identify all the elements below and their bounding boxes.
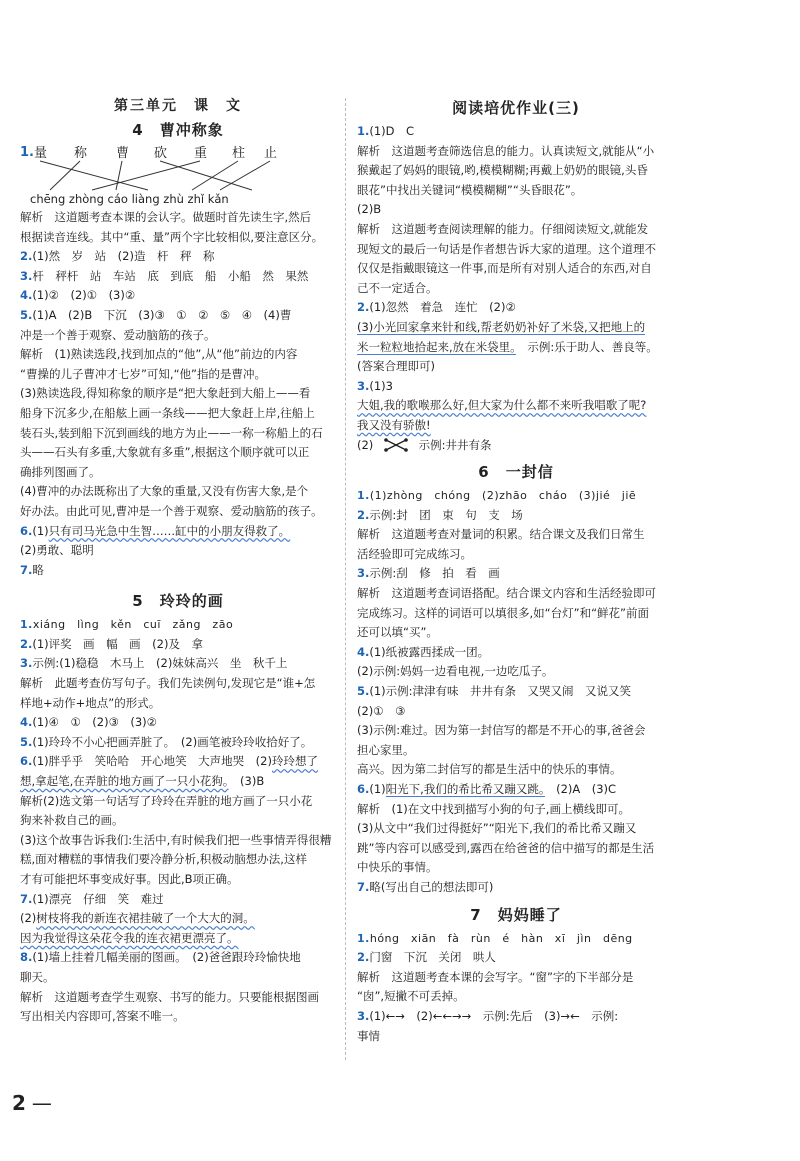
l5-analysis-6-5: 才有可能把坏事变成好事。因此,B项正确。 <box>20 872 239 886</box>
match-char-1: 称 <box>74 146 88 161</box>
unit-title: 第三单元 课 文 <box>114 98 242 114</box>
l5-answer-7c: 因为我觉得这朵花令我的连衣裙更漂亮了。 <box>20 930 239 945</box>
left-column <box>20 95 336 1027</box>
analysis-5-6: 头——石头有多重,大象就有多重”,根据这个顺序就可以正 <box>20 445 310 460</box>
lesson6-title: 6 一封信 <box>478 463 554 482</box>
l6-answer-5c: (3)示例:难过。因为第一封信写的都是不开心的事,爸爸会 <box>357 723 646 738</box>
l6-analysis-6-2: (3)从文中“我们过得挺好”“阳光下,我们的希比希又蹦又 <box>357 821 637 836</box>
l6-analysis-3-2: 完成练习。这样的词语可以填很多,如“台灯”和“鲜花”前面 <box>357 605 649 620</box>
l6-analysis-2-1: 解析 这道题考查对量词的积累。结合课文及我们日常生 <box>357 527 645 542</box>
r-analysis-1-2: 猴戴起了妈妈的眼镜,哟,模模糊糊;再戴上奶奶的眼镜,头昏 <box>357 163 648 178</box>
l6-answer-7: 7.略(写出自己的想法即可) <box>357 879 494 894</box>
answer-4: 4.(1)② (2)① (3)② <box>20 288 136 303</box>
analysis-1b: 根据读音连线。其中“重、量”两个字比较相似,要注意区分。 <box>20 229 324 244</box>
analysis-5-7: 确排列图画了。 <box>20 464 101 479</box>
l7-answer-3b: 事情 <box>357 1028 380 1043</box>
l6-answer-2: 2.示例:封 团 束 句 支 场 <box>357 507 523 522</box>
l6-analysis-6-3: 跳”等内容可以感受到,露西在给爸爸的信中描写的都是生活 <box>357 840 655 855</box>
r-answer-3c: (2) 示例:井井有条 <box>357 437 492 452</box>
l6-answer-3: 3.示例:刮 修 拍 看 画 <box>357 566 500 581</box>
l5-answer-1: 1.xiáng lìng kěn cuī zǎng zāo <box>20 618 234 632</box>
l5-analysis-6-4: 糕,面对糟糕的事情我们要冷静分析,积极动脑想办法,这样 <box>20 852 307 867</box>
right-column <box>357 95 675 1046</box>
analysis-5-3: (3)熟读选段,得知称象的顺序是“把大象赶到大船上——看 <box>20 386 311 401</box>
analysis-5-4: 船身下沉多少,在船舷上画一条线——把大象赶上岸,往船上 <box>20 405 315 420</box>
l5-analysis-6-1: 解析(2)选文第一句话写了玲玲在弄脏的地方画了一只小花 <box>20 793 313 808</box>
analysis-5-1: 解析 (1)熟读选段,找到加点的“他”,从“他”前边的内容 <box>20 347 298 362</box>
l6-answer-1: 1.(1)zhòng chóng (2)zhāo cháo (3)jié jiē <box>357 489 637 503</box>
l6-answer-6: 6.(1)阳光下,我们的希比希又蹦又跳。 (2)A (3)C <box>357 782 617 796</box>
match-pinyin: chēng zhòng cáo liàng zhù zhǐ kǎn <box>30 192 229 206</box>
l5-answer-4: 4.(1)④ ① (2)③ (3)② <box>20 715 157 730</box>
l5-answer-7b: (2)树枝将我的新连衣裙挂破了一个大大的洞。 <box>20 911 255 926</box>
answer-2: 2.(1)然 岁 站 (2)造 杆 秤 称 <box>20 249 215 264</box>
l5-answer-7a: 7.(1)漂亮 仔细 笑 难过 <box>20 891 164 906</box>
analysis-5-2: “曹操的儿子曹冲才七岁”可知,“他”指的是曹冲。 <box>20 366 266 381</box>
lesson7-title: 7 妈妈睡了 <box>470 905 562 924</box>
r-answer-1: 1.(1)D C <box>357 124 415 138</box>
l6-answer-5b: (2)① ③ <box>357 703 406 718</box>
answer-6b: (2)勇敢、聪明 <box>20 543 94 558</box>
answer-5a: 5.(1)A (2)B 下沉 (3)③ ① ② ⑤ ④ (4)曹 <box>20 307 292 322</box>
r-analysis-1b-4: 己不一定适合。 <box>357 280 438 295</box>
analysis-1a: 解析 这道题考查本课的会认字。做题时首先读生字,然后 <box>20 210 312 224</box>
answer-3: 3.杆 秤杆 站 车站 底 到底 船 小船 然 果然 <box>20 268 309 283</box>
l6-analysis-6-4: 中快乐的事情。 <box>357 860 438 875</box>
match-char-0: 量 <box>34 146 48 161</box>
svg-text:1.: 1. <box>20 145 34 160</box>
r-answer-2b: (3)小光回家拿来针和线,帮老奶奶补好了米袋,又把地上的 <box>357 319 646 334</box>
l7-analysis-2-1: 解析 这道题考查本课的会写字。“窗”字的下半部分是 <box>357 969 634 984</box>
analysis-5-5: 装石头,装到船下沉到画线的地方为止——一称一称船上的石 <box>20 425 323 440</box>
cross-link-icon <box>383 438 409 452</box>
lesson5-title: 5 玲玲的画 <box>132 592 224 611</box>
answer-7: 7.略 <box>20 562 44 577</box>
r-analysis-1-1: 解析 这道题考查筛选信息的能力。认真读短文,就能从“小 <box>357 143 655 158</box>
r-answer-3: 3.(1)3 <box>357 378 393 393</box>
r-answer-3b: 我又没有骄傲! <box>357 417 431 432</box>
l5-analysis-3a: 解析 此题考查仿写句子。我们先读例句,发现它是“谁+怎 <box>20 676 316 691</box>
analysis-5-9: 好办法。由此可见,曹冲是一个善于观察、爱动脑筋的孩子。 <box>20 503 323 518</box>
matching-exercise <box>20 144 336 206</box>
match-char-4: 重 <box>194 146 208 161</box>
l7-answer-3a: 3.(1)←→ (2)←←→→ 示例:先后 (3)→← 示例: <box>357 1008 619 1023</box>
l6-answer-5d: 担心家里。 <box>357 742 415 757</box>
r-answer-2d: (答案合理即可) <box>357 359 435 374</box>
r-answer-1b: (2)B <box>357 202 382 217</box>
l7-answer-1: 1.hóng xiān fà rùn é hàn xī jìn dēng <box>357 931 633 945</box>
l5-analysis-6-3: (3)这个故事告诉我们:生活中,有时候我们把一些事情弄得很糟 <box>20 832 332 847</box>
r-analysis-1b-2: 现短文的最后一句话是作者想告诉大家的道理。这个道理不 <box>357 241 656 256</box>
l7-analysis-2-2: “囱”,短撇不可丢掉。 <box>357 989 465 1004</box>
l5-answer-6a: 6.(1)胖乎乎 笑哈哈 开心地笑 大声地哭 (2)玲玲想了 <box>20 754 318 769</box>
match-char-5: 柱 <box>232 146 246 161</box>
l6-answer-4b: (2)示例:妈妈一边看电视,一边吃瓜子。 <box>357 664 554 679</box>
r-answer-2: 2.(1)忽然 着急 连忙 (2)② <box>357 300 516 315</box>
l7-answer-2: 2.门窗 下沉 关闭 哄人 <box>357 950 496 965</box>
answer-6a: 6.(1)只有司马光急中生智……缸中的小朋友得救了。 <box>20 523 291 538</box>
l6-analysis-2-2: 活经验即可完成练习。 <box>357 546 472 561</box>
l5-answer-2: 2.(1)评奖 画 幅 画 (2)及 拿 <box>20 636 203 651</box>
l5-analysis-3b: 样地+动作+地点”的形式。 <box>20 695 161 710</box>
answer-5b: 冲是一个善于观察、爱动脑筋的孩子。 <box>20 327 216 342</box>
l6-analysis-3-3: 还可以填“买”。 <box>357 625 438 640</box>
l6-answer-4a: 4.(1)纸被露西揉成一团。 <box>357 644 490 659</box>
r-analysis-1-3: 眼花”中找出关键词“模模糊糊”“头昏眼花”。 <box>357 182 583 197</box>
l6-answer-5a: 5.(1)示例:津津有味 井井有条 又哭又闹 又说又笑 <box>357 684 632 699</box>
column-divider <box>345 98 346 1060</box>
reading-title: 阅读培优作业(三) <box>452 99 580 117</box>
matching-lines <box>20 144 336 206</box>
r-analysis-1b-1: 解析 这道题考查阅读理解的能力。仔细阅读短文,就能发 <box>357 221 649 236</box>
r-analysis-1b-3: 仅仅是指戴眼镜这一件事,而是所有对别人适合的东西,对自 <box>357 261 652 276</box>
l6-analysis-6-1: 解析 (1)在文中找到描写小狗的句子,画上横线即可。 <box>357 801 630 816</box>
match-char-6: 止 <box>264 146 278 161</box>
l5-answer-5: 5.(1)玲玲不小心把画弄脏了。 (2)画笔被玲玲收拾好了。 <box>20 734 313 749</box>
l6-analysis-3-1: 解析 这道题考查词语搭配。结合课文内容和生活经验即可 <box>357 586 656 601</box>
r-answer-3a: 大姐,我的歌喉那么好,但大家为什么都不来听我唱歌了呢? <box>357 398 647 413</box>
match-char-2: 曹 <box>116 146 130 161</box>
l6-answer-5e: 高兴。因为第二封信写的都是生活中的快乐的事情。 <box>357 762 622 777</box>
l5-answer-3: 3.示例:(1)稳稳 木马上 (2)妹妹高兴 坐 秋千上 <box>20 656 288 671</box>
analysis-5-8: (4)曹冲的办法既称出了大象的重量,又没有伤害大象,是个 <box>20 484 309 499</box>
l5-answer-8a: 8.(1)墙上挂着几幅美丽的图画。 (2)爸爸跟玲玲愉快地 <box>20 950 301 965</box>
l5-analysis-8-1: 解析 这道题考查学生观察、书写的能力。只要能根据图画 <box>20 989 319 1004</box>
l5-analysis-6-2: 狗来补救自己的画。 <box>20 813 124 828</box>
match-char-3: 砍 <box>154 146 168 161</box>
l5-answer-6b: 想,拿起笔,在弄脏的地方画了一只小花狗。 (3)B <box>20 774 265 789</box>
l5-analysis-8-2: 写出相关内容即可,答案不唯一。 <box>20 1009 185 1024</box>
r-answer-2c: 米一粒粒地拾起来,放在米袋里。 示例:乐于助人、善良等。 <box>357 339 658 354</box>
l5-answer-8b: 聊天。 <box>20 969 55 984</box>
lesson4-title: 4 曹冲称象 <box>132 121 224 139</box>
page-number: 2 — <box>12 1091 52 1115</box>
